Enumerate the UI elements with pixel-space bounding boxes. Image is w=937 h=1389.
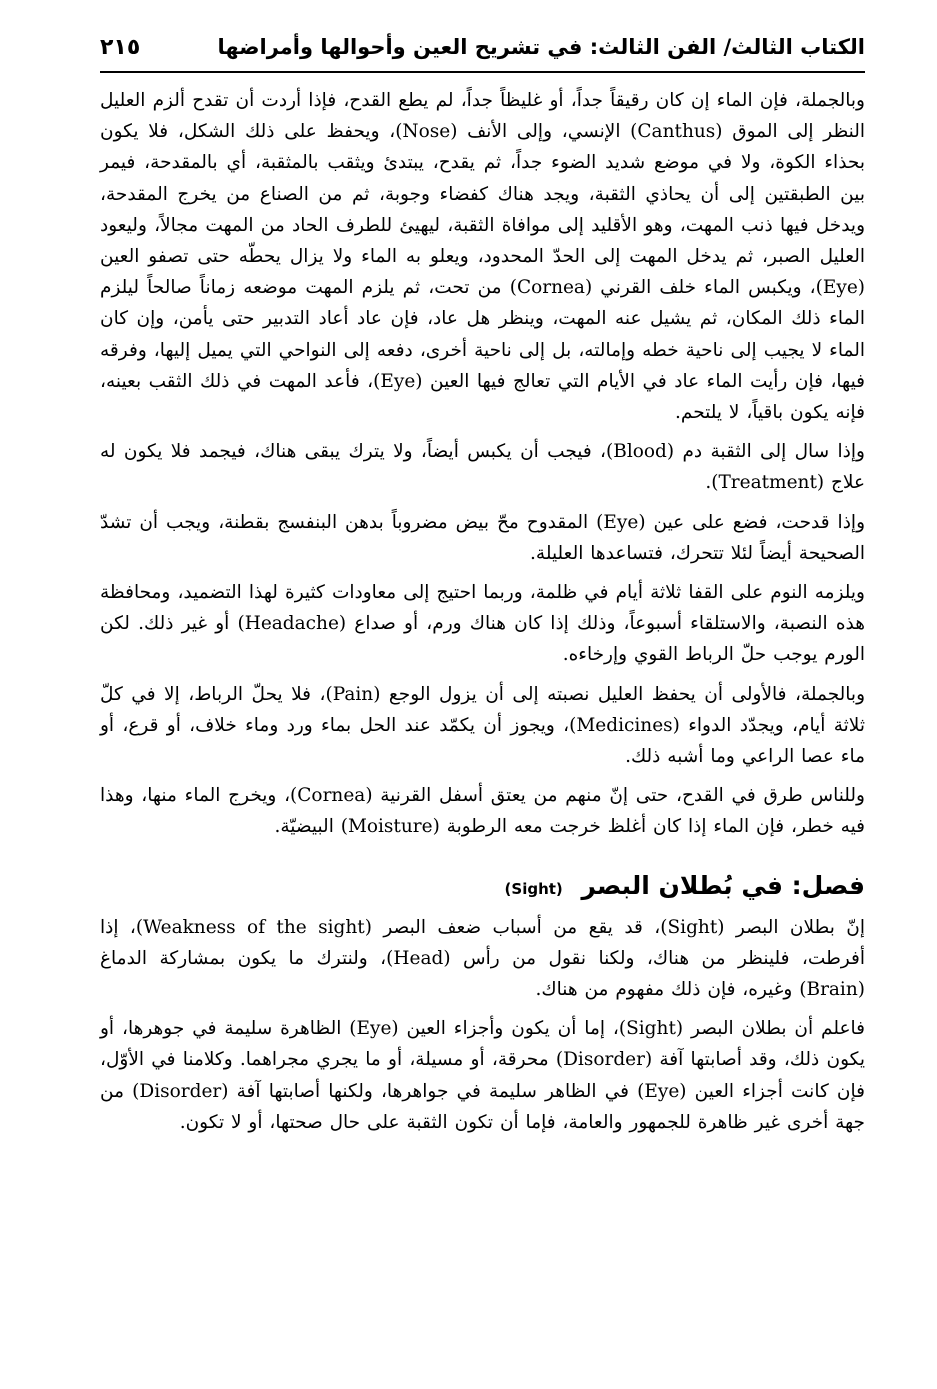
running-header-title: الكتاب الثالث/ الفن الثالث: في تشريح العين وأحوالها وأمراضها	[217, 35, 865, 59]
paragraph: وإذا سال إلى الثقبة دم (Blood)، فيجب أن يكبس أيضاً، ولا يترك يبقى هناك، فيجمد فلا يكون له علاج (Treatment).	[100, 441, 865, 494]
paragraph: وللناس طرق في القدح، حتى إنّ منهم من يعتق أسفل القرنية (Cornea)، ويخرج الماء منها، وهذا فيه خطر، فإن الماء إذا كان أغلظ خرجت معه الرطوبة (Moisture) البيضيّة.	[100, 785, 865, 838]
paragraph: فاعلم أن بطلان البصر (Sight)، إما أن يكون وأجزاء العين (Eye) الظاهرة سليمة في جوهرها، أو يكون ذلك، وقد أصابتها آفة (Disorder) محرقة، أو مسيلة، أو ما يجري مجراهما. وكلامنا في الأوّل، فإن كانت أجزاء العين (Eye) في الظاهر سليمة في جواهرها، ولكنها أصابتها آفة (Disorder) من جهة أخرى غير ظاهرة للجمهور والعامة، فإما أن تكون الثقبة على حال صحتها، أو لا تكون.	[100, 1018, 866, 1133]
body-text	[100, 85, 865, 1138]
running-header	[100, 30, 865, 73]
page-number: ٢١٥	[100, 35, 141, 60]
section-heading-term: (Sight)	[504, 879, 563, 898]
paragraph: إنّ بطلان البصر (Sight)، قد يقع من أسباب ضعف البصر (Weakness of the sight)، إذا أفرطت، فلينظر من هناك، ولكنا نقول من رأس (Head)، ولنترك ما يكون بمشاركة الدماغ (Brain) وغيره، فإن ذلك مفهوم من هناك.	[100, 916, 865, 1001]
paragraph: وبالجملة، فإن الماء إن كان رقيقاً جداً، أو غليظاً جداً، لم يطع القدح، فإذا أردت أن تقدح ألزم العليل النظر إلى الموق (Canthus) الإنسي، وإلى الأنف (Nose)، ويحفظ على ذلك الشكل، فلا يكون بحذاء الكوة، ولا في موضع شديد الضوء جداً، ثم يقدح، يبتدئ ويثقب بالمثقبة، أي بالمقدحة، فيمر بين الطبقتين إلى أن يحاذي الثقبة، ويجد هناك كفضاء وجوبة، ثم من الصناع من يخرج المقدحة، ويدخل فيها ذنب المهت، وهو الأقليد إلى موافاة الثقبة، ليهيئ للطرف الحاد من المهت مجالاً، وليعود العليل الصبر، ثم يدخل المهت إلى الحدّ المحدود، ويعلو به الماء ولا يزال يحطّه حتى تصفو العين (Eye)، ويكبس الماء خلف القرني (Cornea) من تحت، ثم يلزم المهت موضعه زماناً صالحاً ليلزم الماء ذلك المكان، ثم يشيل عنه المهت، وينظر هل عاد، فإن عاد أعاد التدبير حتى يأمن، وإن كان الماء لا يجيب إلى ناحية خطه وإمالته، بل إلى ناحية أخرى، دفعه إلى النواحي التي يميل إليها، وفرقه فيها، فإن رأيت الماء عاد في الأيام التي تعالج فيها العين (Eye)، فأعد المهت في ذلك الثقب بعينه، فإنه يكون باقياً، لا يلتحم.	[100, 90, 865, 424]
section-heading	[100, 867, 865, 908]
section-heading-text: فصل: في بُطلان البصر	[581, 870, 865, 900]
paragraph: ويلزمه النوم على القفا ثلاثة أيام في ظلمة، وربما احتيج إلى معاودات كثيرة لهذا التضميد، ومحافظة هذه النصبة، والاستلقاء أسبوعاً، وذلك إذا كان هناك ورم، أو صداع (Headache) أو غير ذلك. لكن الورم يوجب حلّ الرباط القوي وإرخاءه.	[100, 582, 866, 666]
paragraph: وإذا قدحت، فضع على عين (Eye) المقدوح محّ بيض مضروباً بدهن البنفسج بقطنة، ويجب أن تشدّ الصحيحة أيضاً لئلا تتحرك، فتساعدها العليلة.	[100, 511, 866, 564]
paragraph: وبالجملة، فالأولى أن يحفظ العليل نصبته إلى أن يزول الوجع (Pain)، فلا يحلّ الرباط، إلا في كلّ ثلاثة أيام، ويجدّد الدواء (Medicines)، ويجوز أن يكمّد عند الحل بماء ورد وماء خلاف، أو قرع، أو ماء عصا الراعي وما أشبه ذلك.	[100, 683, 865, 768]
